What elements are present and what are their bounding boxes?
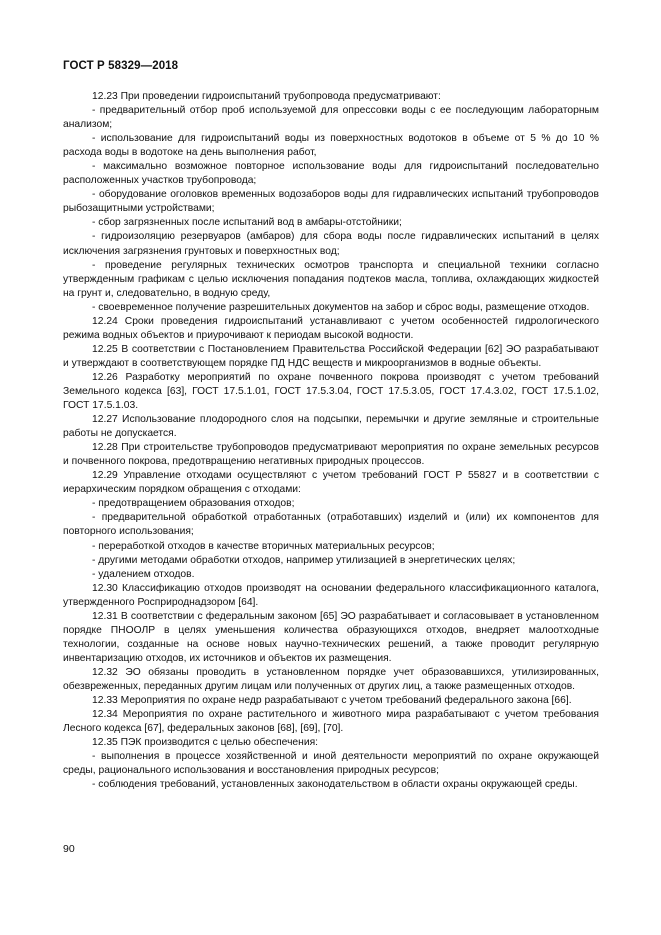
list-item: - соблюдения требований, установленных законодательством в области охраны окружающей среды. (92, 779, 578, 791)
document-header: ГОСТ Р 58329—2018 (63, 60, 179, 72)
paragraph-12-24: 12.24 Сроки проведения гидроиспытаний устанавливают с учетом особенностей гидрологического режима водных объектов и приурочивают к периодам высокой водности. (63, 315, 599, 341)
list-item: - проведение регулярных технических осмотров транспорта и специальной техники согласно утвержденным графикам с целью исключения попадания подтеков масла, топлива, охлаждающих жидкостей на грунт и, следовательно, в водную среду, (63, 259, 599, 299)
list-item: - выполнения в процессе хозяйственной и иной деятельности мероприятий по охране окружающей среды, рационального использования и восстановления природных ресурсов; (63, 751, 599, 777)
list-item: - переработкой отходов в качестве вторичных материальных ресурсов; (92, 540, 435, 552)
paragraph-12-33: 12.33 Мероприятия по охране недр разрабатывают с учетом требований федерального закона [66]. (92, 695, 572, 707)
document-body (63, 90, 599, 792)
paragraph-12-28: 12.28 При строительстве трубопроводов предусматривают мероприятия по охране земельных ресурсов и почвенного покрова, предотвращению негативных природных процессов. (63, 442, 599, 468)
paragraph-12-25: 12.25 В соответствии с Постановлением Правительства Российской Федерации [62] ЭО разрабатывают и утверждают в соответствующем порядке ПД НДС веществ и микроорганизмов в водные объекты. (63, 343, 599, 369)
paragraph-12-27: 12.27 Использование плодородного слоя на подсыпки, перемычки и другие земляные и строительные работы не допускается. (63, 414, 599, 440)
list-item: - другими методами обработки отходов, например утилизацией в энергетических целях; (92, 554, 516, 566)
paragraph-12-29: 12.29 Управление отходами осуществляют с учетом требований ГОСТ Р 55827 и в соответствии с иерархическим порядком обращения с отходами: (63, 470, 599, 496)
list-item: - предварительной обработкой отработанных (отработавших) изделий и (или) их компонентов для повторного использования; (63, 512, 599, 538)
paragraph-12-34: 12.34 Мероприятия по охране растительного и животного мира разрабатывают с учетом требования Лесного кодекса [67], федеральных законов [68], [69], [70]. (63, 709, 599, 735)
paragraph-12-23: 12.23 При проведении гидроиспытаний трубопровода предусматривают: (92, 91, 441, 102)
list-item: - предварительный отбор проб используемой для опрессовки воды с ее последующим лабораторным анализом; (63, 105, 599, 131)
paragraph-12-31: 12.31 В соответствии с федеральным законом [65] ЭО разрабатывает и согласовывает в установленном порядке ПНООЛР в целях уменьшения количества образующихся отходов, внедряет малоотходные технологии, созданные на основе новых научно-технических решений, а также проводит регулярную инвентаризацию отходов, их источников и объектов их размещения. (63, 610, 599, 664)
page-number: 90 (63, 843, 75, 855)
list-item: - максимально возможное повторное использование воды для гидроиспытаний последовательно расположенных участков трубопровода; (63, 161, 599, 187)
list-item: - сбор загрязненных после испытаний вод в амбары-отстойники; (92, 217, 402, 229)
list-item: - гидроизоляцию резервуаров (амбаров) для сбора воды после гидравлических испытаний в целях исключения загрязнения грунтовых и поверхностных вод; (63, 231, 599, 257)
paragraph-12-32: 12.32 ЭО обязаны проводить в установленном порядке учет образовавшихся, утилизированных, обезвреженных, переданных другим лицам или полученных от других лиц, а также размещенных отходов. (63, 666, 599, 692)
list-item: - использование для гидроиспытаний воды из поверхностных водотоков в объеме от 5 % до 10 % расхода воды в водотоке на день выполнения работ, (63, 133, 599, 159)
paragraph-12-26: 12.26 Разработку мероприятий по охране почвенного покрова производят с учетом требований Земельного кодекса [63], ГОСТ 17.5.1.01, ГОСТ 17.5.3.04, ГОСТ 17.5.3.05, ГОСТ 17.4.3.02, ГОСТ 17.5.1.02, ГОСТ 17.5.1.03. (63, 371, 599, 412)
list-item: - предотвращением образования отходов; (92, 498, 295, 510)
list-item: - своевременное получение разрешительных документов на забор и сброс воды, размещение отходов. (92, 301, 590, 313)
paragraph-12-30: 12.30 Классификацию отходов производят на основании федерального классификационного каталога, утвержденного Росприроднадзором [64]. (63, 582, 599, 608)
list-item: - оборудование оголовков временных водозаборов воды для гидравлических испытаний трубопроводов рыбозащитными устройствами; (63, 189, 599, 215)
list-item: - удалением отходов. (92, 568, 195, 580)
paragraph-12-35: 12.35 ПЭК производится с целью обеспечения: (92, 737, 319, 749)
